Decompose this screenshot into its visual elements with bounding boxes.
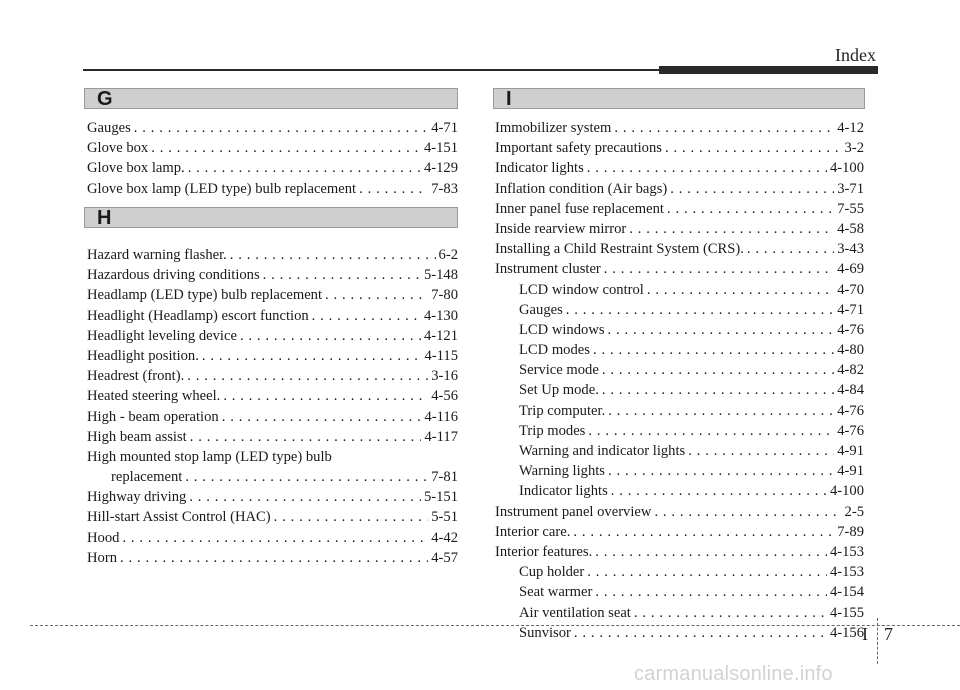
dot-leader bbox=[747, 239, 834, 259]
entry-page: 4-12 bbox=[837, 120, 864, 136]
entry-term: Inside rearview mirror bbox=[495, 220, 627, 237]
index-entry[interactable] bbox=[495, 158, 864, 178]
entry-term: Warning and indicator lights bbox=[519, 443, 686, 459]
entry-page: 4-76 bbox=[837, 402, 864, 419]
entry-page: 4-100 bbox=[829, 483, 864, 500]
entry-page: 4-129 bbox=[423, 160, 458, 177]
entry-page: 4-76 bbox=[837, 422, 864, 439]
entry-term: Indicator lights bbox=[495, 160, 584, 177]
dot-leader bbox=[611, 481, 827, 501]
dot-leader bbox=[185, 467, 428, 487]
entry-term: Glove box lamp. bbox=[87, 160, 185, 177]
entry-term: Immobilizer system bbox=[495, 120, 612, 136]
entry-term: High mounted stop lamp (LED type) bulb bbox=[87, 448, 332, 465]
entry-term: LCD modes bbox=[519, 342, 590, 359]
entry-page: 7-89 bbox=[837, 523, 864, 540]
entry-term: Hazard warning flasher. bbox=[87, 247, 227, 263]
index-subentry[interactable] bbox=[495, 481, 864, 501]
index-entry[interactable] bbox=[495, 179, 864, 199]
entry-page: 4-69 bbox=[837, 261, 864, 278]
dot-leader bbox=[587, 562, 827, 582]
dot-leader bbox=[587, 158, 827, 178]
dot-leader bbox=[602, 360, 834, 380]
index-subentry[interactable] bbox=[495, 603, 864, 623]
index-entry[interactable] bbox=[87, 366, 458, 386]
entry-page: 4-100 bbox=[829, 160, 864, 177]
dot-leader bbox=[573, 522, 834, 542]
index-entry[interactable] bbox=[495, 239, 864, 259]
dot-leader bbox=[602, 380, 834, 400]
entry-term: LCD window control bbox=[519, 281, 644, 298]
entry-term: Service mode bbox=[519, 362, 599, 379]
dot-leader bbox=[263, 265, 421, 285]
index-subentry[interactable] bbox=[495, 320, 864, 340]
index-entry[interactable] bbox=[87, 265, 458, 285]
entry-page: 4-84 bbox=[837, 382, 864, 399]
entry-term: High beam assist bbox=[87, 428, 187, 445]
dot-leader bbox=[667, 199, 834, 219]
entry-term: Headlight leveling device bbox=[87, 327, 237, 344]
entry-page: 4-155 bbox=[829, 604, 864, 621]
index-entry[interactable] bbox=[495, 522, 864, 542]
dot-leader bbox=[566, 300, 834, 320]
entry-page: 4-130 bbox=[423, 307, 458, 324]
entry-page: 7-83 bbox=[431, 180, 458, 197]
index-entry[interactable] bbox=[495, 118, 864, 138]
index-subentry[interactable] bbox=[495, 300, 864, 320]
entry-term: LCD windows bbox=[519, 321, 605, 338]
index-subentry[interactable] bbox=[495, 582, 864, 602]
entry-page: 4-57 bbox=[431, 549, 458, 566]
dot-leader bbox=[202, 346, 422, 366]
entry-page: 5-151 bbox=[423, 489, 458, 506]
entry-term: Inflation condition (Air bags) bbox=[495, 180, 668, 197]
dot-leader bbox=[604, 259, 834, 279]
entry-term: Air ventilation seat bbox=[519, 604, 631, 621]
entry-page: 6-2 bbox=[438, 247, 458, 263]
entry-page: 4-117 bbox=[424, 428, 458, 445]
dot-leader bbox=[593, 340, 834, 360]
index-entry[interactable] bbox=[87, 548, 458, 568]
entry-page: 4-71 bbox=[837, 301, 864, 318]
index-subentry[interactable] bbox=[495, 401, 864, 421]
index-entry[interactable] bbox=[87, 427, 458, 447]
index-subentry[interactable] bbox=[495, 562, 864, 582]
entry-term: replacement bbox=[111, 469, 183, 486]
entry-term: Instrument cluster bbox=[495, 261, 601, 278]
dot-leader bbox=[240, 326, 421, 346]
entry-page: 4-80 bbox=[837, 342, 864, 359]
dot-leader bbox=[654, 502, 841, 522]
entry-page: 4-42 bbox=[431, 529, 458, 546]
dot-leader bbox=[188, 158, 421, 178]
dot-leader bbox=[120, 548, 428, 568]
index-subentry[interactable] bbox=[495, 360, 864, 380]
section-letter-g: G bbox=[97, 88, 113, 110]
dot-leader bbox=[223, 386, 428, 406]
dot-leader bbox=[189, 487, 421, 507]
index-entry[interactable] bbox=[87, 326, 458, 346]
entry-page: 4-76 bbox=[837, 321, 864, 338]
index-list-h bbox=[87, 245, 458, 568]
entry-term: Gauges bbox=[87, 120, 131, 136]
section-header-g bbox=[84, 88, 458, 109]
entry-term: Sunvisor bbox=[519, 624, 571, 641]
entry-term: Heated steering wheel. bbox=[87, 388, 221, 405]
entry-page: 3-43 bbox=[837, 241, 864, 258]
dot-leader bbox=[595, 582, 827, 602]
entry-page: 4-58 bbox=[837, 220, 864, 237]
index-entry[interactable] bbox=[87, 285, 458, 305]
dot-leader bbox=[122, 528, 428, 548]
dot-leader bbox=[359, 179, 428, 199]
entry-term: Important safety precautions bbox=[495, 140, 662, 157]
entry-term: Glove box bbox=[87, 140, 149, 157]
index-entry[interactable] bbox=[87, 306, 458, 326]
section-letter-h: H bbox=[97, 207, 112, 229]
dot-leader bbox=[688, 441, 834, 461]
dot-leader bbox=[608, 401, 834, 421]
entry-page: 4-82 bbox=[837, 362, 864, 379]
header-rule-accent bbox=[659, 66, 878, 74]
section-header-i bbox=[493, 88, 865, 109]
entry-term: Headrest (front). bbox=[87, 368, 185, 385]
entry-term: Headlight (Headlamp) escort function bbox=[87, 307, 309, 324]
entry-page: 3-16 bbox=[431, 368, 458, 385]
entry-term: Cup holder bbox=[519, 564, 585, 581]
entry-page: 4-71 bbox=[431, 120, 458, 136]
index-entry[interactable] bbox=[495, 138, 864, 158]
index-list-g bbox=[87, 118, 458, 199]
index-entry[interactable] bbox=[495, 502, 864, 522]
page-section-letter: I bbox=[862, 624, 868, 644]
dot-leader bbox=[312, 306, 421, 326]
index-entry[interactable] bbox=[87, 487, 458, 507]
dot-leader bbox=[608, 320, 835, 340]
entry-term: Trip computer. bbox=[519, 402, 606, 419]
dot-leader bbox=[614, 118, 834, 138]
entry-term: Installing a Child Restraint System (CRS). bbox=[495, 241, 744, 258]
index-entry[interactable] bbox=[87, 138, 458, 158]
entry-page: 7-55 bbox=[837, 200, 864, 217]
entry-page: 5-148 bbox=[423, 267, 458, 284]
index-entry[interactable] bbox=[87, 447, 458, 467]
dot-leader bbox=[187, 366, 428, 386]
dot-leader bbox=[670, 179, 834, 199]
dot-leader bbox=[629, 219, 834, 239]
entry-term: Trip modes bbox=[519, 422, 586, 439]
watermark: carmanualsonline.info bbox=[634, 663, 833, 685]
entry-page: 4-156 bbox=[829, 624, 864, 641]
entry-term: Warning lights bbox=[519, 463, 605, 480]
dot-leader bbox=[634, 603, 827, 623]
entry-term: Instrument panel overview bbox=[495, 503, 652, 520]
entry-page: 4-154 bbox=[829, 584, 864, 601]
dot-leader bbox=[325, 285, 428, 305]
index-entry[interactable] bbox=[87, 245, 458, 265]
entry-page: 2-5 bbox=[844, 503, 864, 520]
footer-divider bbox=[877, 618, 878, 664]
entry-page: 4-91 bbox=[837, 443, 864, 459]
entry-term: Set Up mode. bbox=[519, 382, 599, 399]
entry-term: Interior care. bbox=[495, 523, 571, 540]
entry-term: Glove box lamp (LED type) bulb replacement bbox=[87, 180, 357, 197]
dot-leader bbox=[595, 542, 827, 562]
entry-term: High - beam operation bbox=[87, 408, 219, 425]
dot-leader bbox=[647, 280, 834, 300]
index-entry[interactable] bbox=[87, 158, 458, 178]
entry-term: Hazardous driving conditions bbox=[87, 267, 260, 284]
page-title: Index bbox=[835, 45, 876, 65]
dot-leader bbox=[134, 118, 428, 138]
index-entry[interactable] bbox=[495, 542, 864, 562]
entry-page: 4-121 bbox=[423, 327, 458, 344]
entry-page: 3-2 bbox=[844, 140, 864, 157]
dot-leader bbox=[665, 138, 842, 158]
index-entry[interactable] bbox=[87, 386, 458, 406]
entry-term: Hood bbox=[87, 529, 120, 546]
index-entry[interactable] bbox=[87, 346, 458, 366]
entry-page: 7-80 bbox=[431, 287, 458, 304]
section-header-h bbox=[84, 207, 458, 228]
entry-page: 4-153 bbox=[829, 543, 864, 560]
entry-page: 4-91 bbox=[837, 463, 864, 480]
index-list-i bbox=[495, 118, 864, 643]
index-subentry[interactable] bbox=[495, 340, 864, 360]
index-entry[interactable] bbox=[495, 259, 864, 279]
dot-leader bbox=[274, 507, 429, 527]
entry-page: 4-116 bbox=[424, 408, 458, 425]
entry-page: 3-71 bbox=[837, 180, 864, 197]
page-number: 7 bbox=[884, 624, 893, 644]
index-subentry[interactable] bbox=[495, 441, 864, 461]
entry-term: Seat warmer bbox=[519, 584, 593, 601]
dot-leader bbox=[151, 138, 421, 158]
index-entry[interactable] bbox=[87, 118, 458, 138]
entry-term: Interior features. bbox=[495, 543, 593, 560]
entry-term: Horn bbox=[87, 549, 117, 566]
entry-page: 4-153 bbox=[829, 564, 864, 581]
entry-term: Inner panel fuse replacement bbox=[495, 200, 664, 217]
dot-leader bbox=[190, 427, 422, 447]
dot-leader bbox=[222, 407, 422, 427]
index-entry[interactable] bbox=[495, 219, 864, 239]
index-entry[interactable] bbox=[87, 507, 458, 527]
index-entry[interactable] bbox=[87, 467, 458, 487]
dot-leader bbox=[588, 421, 834, 441]
entry-page: 4-115 bbox=[424, 347, 458, 364]
section-letter-i: I bbox=[506, 88, 512, 110]
entry-term: Highway driving bbox=[87, 489, 187, 506]
entry-page: 4-70 bbox=[837, 281, 864, 298]
entry-term: Hill-start Assist Control (HAC) bbox=[87, 509, 271, 526]
footer-rule bbox=[30, 625, 960, 626]
entry-page: 4-56 bbox=[431, 388, 458, 405]
entry-page: 4-151 bbox=[423, 140, 458, 157]
index-subentry[interactable] bbox=[495, 421, 864, 441]
index-entry[interactable] bbox=[495, 199, 864, 219]
index-subentry[interactable] bbox=[495, 461, 864, 481]
index-entry[interactable] bbox=[87, 407, 458, 427]
index-subentry[interactable] bbox=[495, 280, 864, 300]
index-subentry[interactable] bbox=[495, 380, 864, 400]
dot-leader bbox=[608, 461, 834, 481]
entry-term: Gauges bbox=[519, 301, 563, 318]
index-entry[interactable] bbox=[87, 179, 458, 199]
entry-term: Headlight position. bbox=[87, 347, 199, 364]
entry-term: Headlamp (LED type) bulb replacement bbox=[87, 287, 323, 304]
entry-page: 7-81 bbox=[431, 469, 458, 486]
index-entry[interactable] bbox=[87, 528, 458, 548]
entry-term: Indicator lights bbox=[519, 483, 608, 500]
entry-page: 5-51 bbox=[431, 509, 458, 526]
dot-leader bbox=[230, 245, 436, 265]
